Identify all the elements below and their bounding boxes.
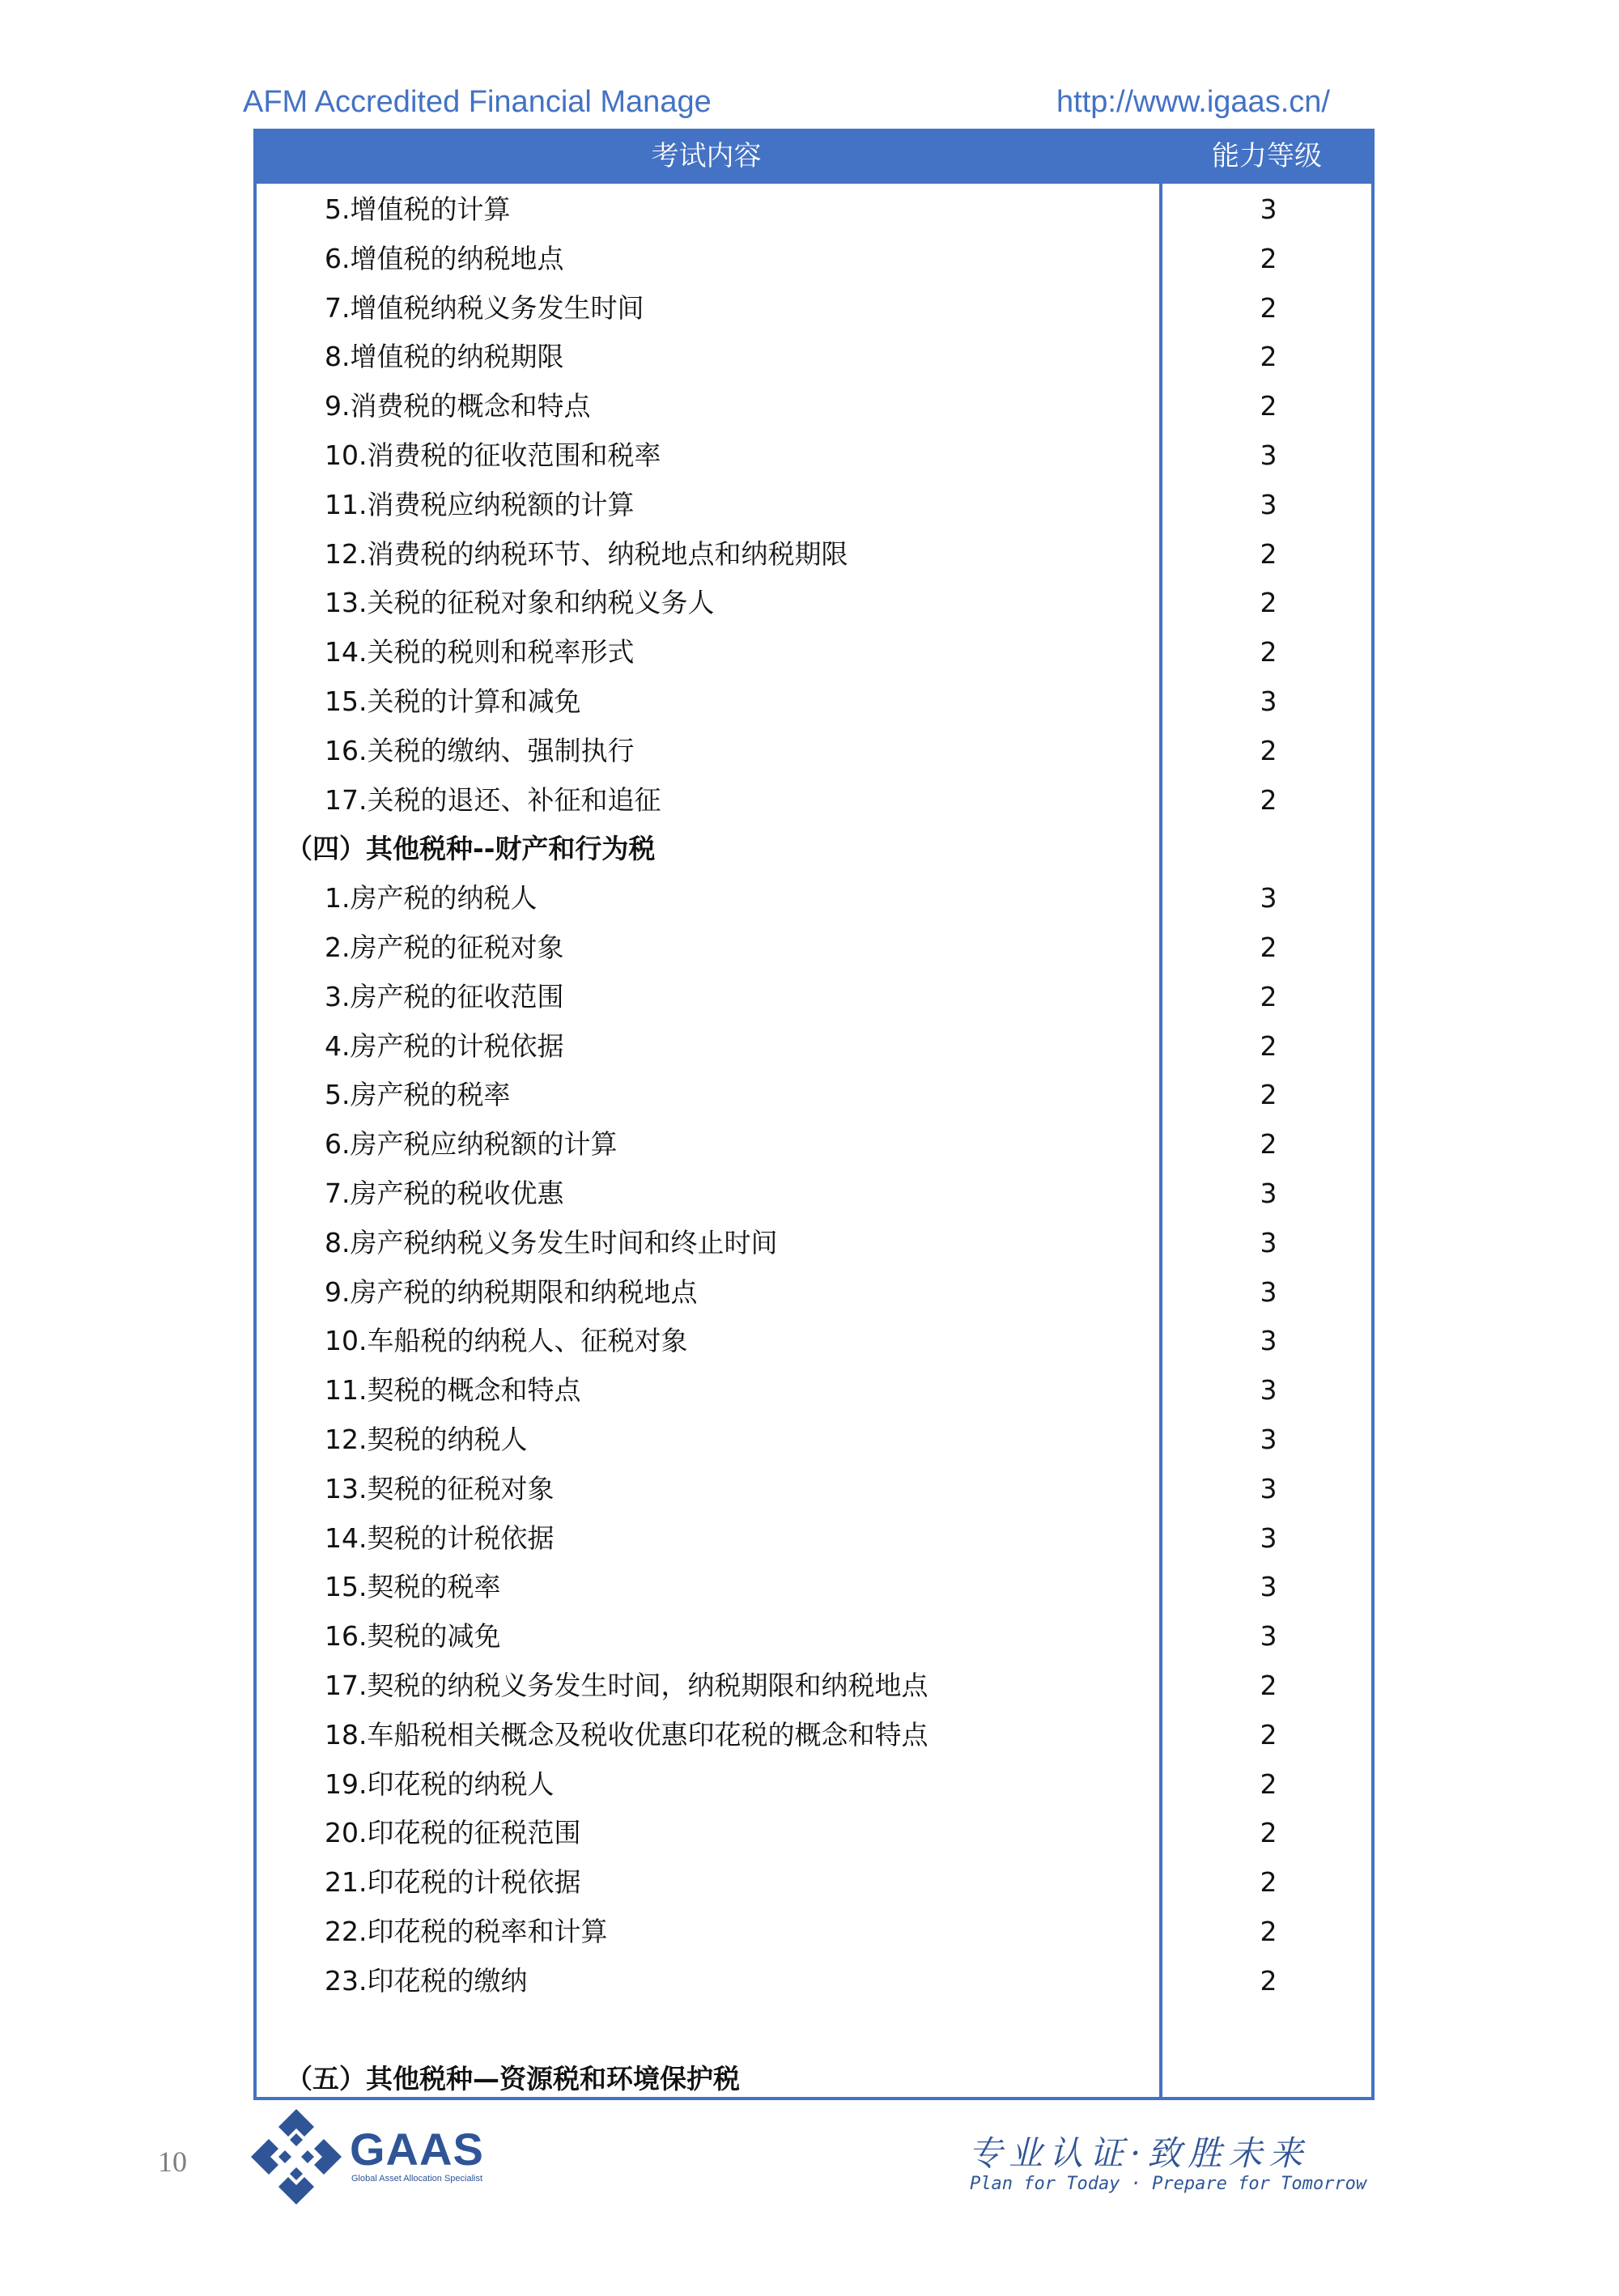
table-row [257, 1169, 1371, 1219]
ability-level-cell [1162, 2055, 1375, 2104]
table-row [257, 431, 1371, 481]
section-heading-row [257, 2055, 1371, 2104]
table-row [257, 1809, 1371, 1858]
section-heading: （五）其他税种—资源税和环境保护税 [286, 2063, 740, 2095]
table-row [257, 1514, 1371, 1564]
ability-level-cell: 3 [1260, 1620, 1277, 1653]
ability-level-cell: 3 [1260, 488, 1277, 520]
exam-content-cell: 16.关税的缴纳、强制执行 [325, 734, 635, 766]
column-header-level: 能力等级 [1212, 140, 1322, 172]
ability-level-cell: 3 [1260, 439, 1277, 471]
header-title: AFM Accredited Financial Manage [243, 85, 712, 119]
ability-level-cell: 2 [1260, 636, 1277, 668]
slogan-chinese: 专业认证·致胜未来 [968, 2133, 1310, 2173]
exam-content-cell: 20.印花税的征税范围 [325, 1817, 581, 1849]
table-row [257, 677, 1371, 727]
table-row [257, 579, 1371, 628]
ability-level-cell: 2 [1260, 1669, 1277, 1701]
ability-level-cell: 3 [1260, 193, 1277, 225]
ability-level-cell: 3 [1260, 1374, 1277, 1407]
table-row [257, 1366, 1371, 1415]
exam-content-cell: 7.增值税纳税义务发生时间 [325, 291, 644, 324]
ability-level-cell: 2 [1260, 1964, 1277, 1997]
table-row [257, 727, 1371, 776]
ability-level-cell: 2 [1260, 1079, 1277, 1111]
exam-content-cell: 21.印花税的计税依据 [325, 1866, 581, 1899]
exam-content-cell: 13.契税的征税对象 [325, 1472, 555, 1504]
section-heading-row [257, 825, 1371, 874]
ability-level-cell: 3 [1260, 1275, 1277, 1308]
ability-level-cell: 3 [1260, 1571, 1277, 1603]
ability-level-cell: 2 [1260, 587, 1277, 619]
table-header [253, 129, 1375, 184]
ability-level-cell: 2 [1260, 1817, 1277, 1849]
ability-level-cell: 2 [1260, 341, 1277, 373]
table-row [257, 1219, 1371, 1268]
table-row [257, 1711, 1371, 1760]
exam-content-cell: 5.增值税的计算 [325, 193, 511, 225]
exam-content-cell: 8.增值税的纳税期限 [325, 341, 564, 373]
exam-content-cell: 11.消费税应纳税额的计算 [325, 488, 635, 520]
exam-content-cell: 11.契税的概念和特点 [325, 1374, 581, 1407]
exam-content-cell: 1.房产税的纳税人 [325, 882, 538, 915]
ability-level-cell: 2 [1260, 980, 1277, 1012]
ability-level-cell: 3 [1260, 882, 1277, 915]
table-row [257, 1563, 1371, 1612]
ability-level-cell: 3 [1260, 1177, 1277, 1209]
exam-content-cell: 6.房产税应纳税额的计算 [325, 1128, 618, 1161]
table-row [257, 333, 1371, 382]
section-heading: （四）其他税种--财产和行为税 [286, 833, 656, 865]
table-row [257, 530, 1371, 579]
table-row [257, 1317, 1371, 1366]
exam-content-cell: 3.房产税的征收范围 [325, 980, 564, 1012]
exam-content-cell: 15.关税的计算和减免 [325, 685, 581, 717]
table-row [257, 923, 1371, 973]
table-body [257, 185, 1371, 2104]
ability-level-cell: 2 [1260, 1768, 1277, 1800]
exam-content-cell: 17.关税的退还、补征和追征 [325, 783, 661, 816]
exam-content-cell: 10.消费税的征收范围和税率 [325, 439, 661, 471]
exam-content-cell: 16.契税的减免 [325, 1620, 501, 1653]
table-row [257, 1022, 1371, 1072]
ability-level-cell: 2 [1260, 931, 1277, 963]
table-row [257, 1071, 1371, 1120]
table-row [257, 1120, 1371, 1169]
table-row [257, 1465, 1371, 1514]
table-row [257, 1612, 1371, 1662]
table-row [257, 1957, 1371, 2006]
exam-content-cell: 23.印花税的缴纳 [325, 1964, 528, 1997]
exam-content-cell: 8.房产税纳税义务发生时间和终止时间 [325, 1226, 778, 1258]
ability-level-cell: 3 [1260, 1472, 1277, 1504]
exam-content-cell: 5.房产税的税率 [325, 1079, 511, 1111]
gaas-emblem-icon [249, 2107, 343, 2206]
ability-level-cell: 2 [1260, 1128, 1277, 1161]
ability-level-cell: 2 [1260, 1866, 1277, 1899]
table-row [257, 481, 1371, 530]
exam-content-cell: 4.房产税的计税依据 [325, 1029, 564, 1062]
table-row [257, 284, 1371, 333]
page-number: 10 [158, 2145, 187, 2178]
ability-level-cell: 2 [1260, 537, 1277, 570]
ability-level-cell: 2 [1260, 1718, 1277, 1751]
table-row [257, 1415, 1371, 1465]
gaas-logo [249, 2107, 492, 2206]
ability-level-cell: 3 [1260, 685, 1277, 717]
exam-content-cell: 14.契税的计税依据 [325, 1521, 555, 1554]
table-row [257, 628, 1371, 677]
exam-content-cell: 13.关税的征税对象和纳税义务人 [325, 587, 715, 619]
ability-level-cell: 2 [1260, 783, 1277, 816]
ability-level-cell: 2 [1260, 1915, 1277, 1947]
table-row [257, 973, 1371, 1022]
ability-level-cell: 3 [1260, 1521, 1277, 1554]
header-url-link[interactable]: http://www.igaas.cn/ [1056, 85, 1330, 119]
blank-row [257, 2005, 1371, 2055]
exam-content-cell: 7.房产税的税收优惠 [325, 1177, 564, 1209]
exam-content-cell: 18.车船税相关概念及税收优惠印花税的概念和特点 [325, 1718, 928, 1751]
table-row [257, 874, 1371, 923]
ability-level-cell: 3 [1260, 1325, 1277, 1357]
table-row [257, 1858, 1371, 1908]
exam-content-cell: 15.契税的税率 [325, 1571, 501, 1603]
slogan-english: Plan for Today · Prepare for Tomorrow [970, 2174, 1367, 2194]
table-row [257, 1268, 1371, 1318]
table-row [257, 382, 1371, 431]
exam-content-cell: 9.房产税的纳税期限和纳税地点 [325, 1275, 698, 1308]
logo-wordmark: GAAS [350, 2124, 484, 2175]
exam-content-cell: 22.印花税的税率和计算 [325, 1915, 608, 1947]
ability-level-cell [1162, 2005, 1375, 2055]
ability-level-cell: 3 [1260, 1423, 1277, 1455]
column-header-content: 考试内容 [651, 140, 762, 172]
logo-subtitle: Global Asset Allocation Specialist [351, 2174, 483, 2184]
exam-content-cell: 14.关税的税则和税率形式 [325, 636, 635, 668]
ability-level-cell [1162, 825, 1375, 874]
exam-content-cell: 12.消费税的纳税环节、纳税地点和纳税期限 [325, 537, 848, 570]
table-row [257, 776, 1371, 825]
exam-content-cell: 17.契税的纳税义务发生时间，纳税期限和纳税地点 [325, 1669, 928, 1701]
ability-level-cell: 2 [1260, 390, 1277, 422]
exam-content-cell: 12.契税的纳税人 [325, 1423, 528, 1455]
ability-level-cell: 2 [1260, 734, 1277, 766]
exam-content-cell: 6.增值税的纳税地点 [325, 242, 564, 274]
exam-content-cell: 19.印花税的纳税人 [325, 1768, 555, 1800]
table-row [257, 235, 1371, 284]
exam-content-table [253, 129, 1375, 2100]
table-row [257, 185, 1371, 235]
ability-level-cell: 3 [1260, 1226, 1277, 1258]
ability-level-cell: 2 [1260, 242, 1277, 274]
table-row [257, 1662, 1371, 1711]
table-row [257, 1760, 1371, 1810]
table-row [257, 1908, 1371, 1957]
ability-level-cell: 2 [1260, 291, 1277, 324]
exam-content-cell: 10.车船税的纳税人、征税对象 [325, 1325, 688, 1357]
ability-level-cell: 2 [1260, 1029, 1277, 1062]
exam-content-cell: 2.房产税的征税对象 [325, 931, 564, 963]
exam-content-cell: 9.消费税的概念和特点 [325, 390, 591, 422]
